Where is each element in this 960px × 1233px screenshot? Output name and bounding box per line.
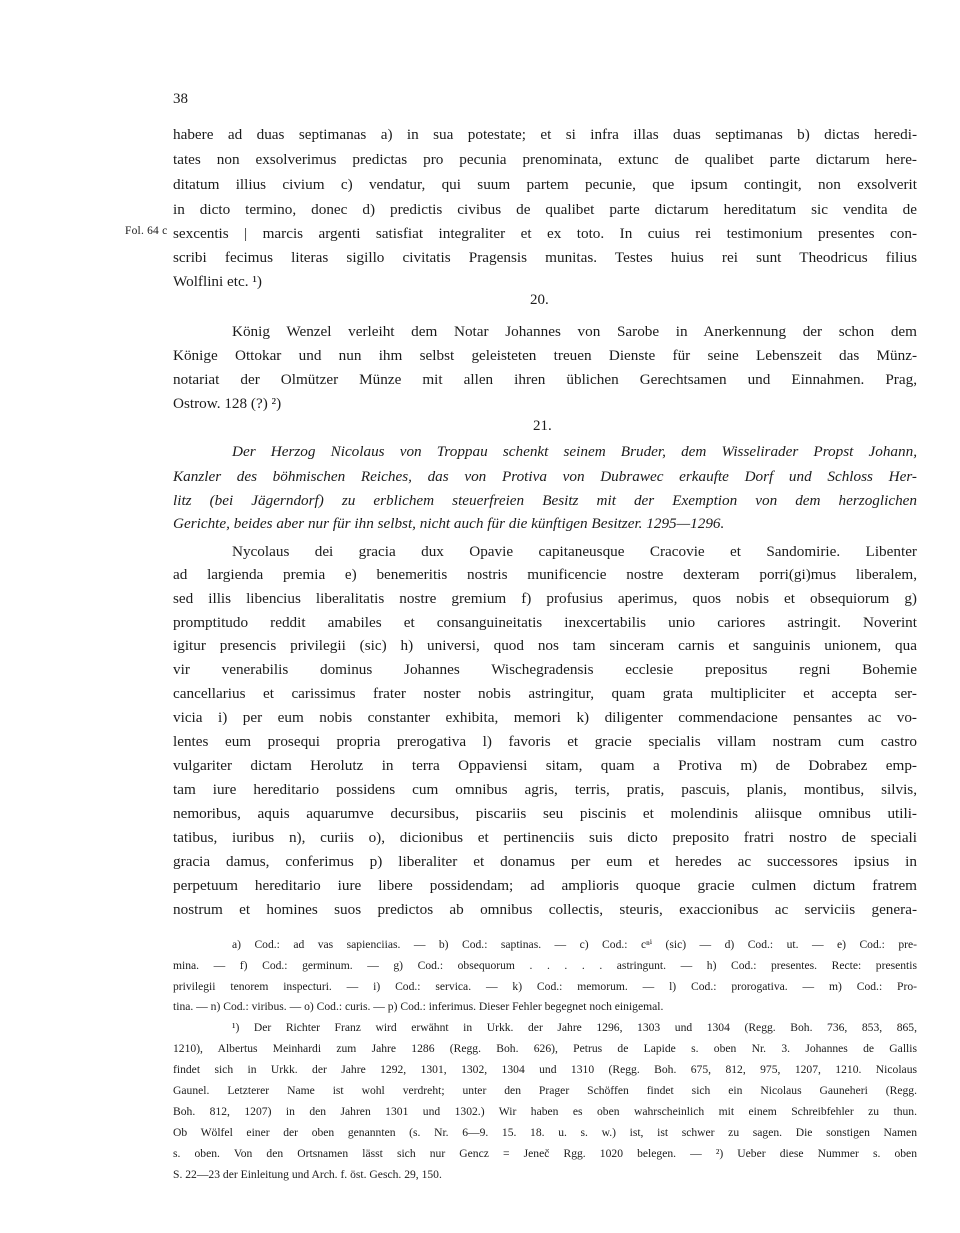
doc21-text-line: lentes eum prosequi propria prerogativa l) favoris et gracie specialis villam nostram cum castro xyxy=(173,733,917,750)
footnote-variant-line: tina. — n) Cod.: viribus. — o) Cod.: curis. — p) Cod.: inferimus. Dieser Fehler begegnet noch einigemal. xyxy=(173,1000,664,1013)
doc21-text-line: nemoribus, aquis aquarumve decursibus, piscariis seu piscinis et molendinis aliisque omnibus utili- xyxy=(173,805,917,822)
doc19-line: ditatum illius civium c) vendatur, qui suum partem pecunie, que ipsum contingit, non exsolverit xyxy=(173,176,917,193)
footnote-note-line: Gaunel. Letzterer Name ist wohl verdreht; unter den Prager Schöffen findet sich ein Nicolaus Gauneheri (Regg. xyxy=(173,1084,917,1097)
doc19-line: sexcentis | marcis argenti satisfiat integraliter et ex toto. In cuius rei testimonium presentes con- xyxy=(173,225,917,242)
doc20-regest-line: König Wenzel verleiht dem Notar Johannes von Sarobe in Anerkennung der schon dem xyxy=(232,323,917,340)
doc21-regest-line: Kanzler des böhmischen Reiches, das von Protiva von Dubrawec erkaufte Dorf und Schloss Her- xyxy=(173,468,917,485)
footnote-variant-line: mina. — f) Cod.: germinum. — g) Cod.: obsequorum . . . . . astringunt. — h) Cod.: presentes. Recte: presentis xyxy=(173,959,917,972)
doc21-text-line: tatibus, iuribus n), curiis o), dicionibus et pertinenciis suis dicto preposito fratri nostro de speciali xyxy=(173,829,917,846)
doc19-line: habere ad duas septimanas a) in sua potestate; et si infra illas duas septimanas b) dictas heredi- xyxy=(173,126,917,143)
doc19-line: tates non exsolverimus predictas pro pecunia prenominata, extunc de qualibet parte dictarum here- xyxy=(173,151,917,168)
footnote-note-line: ¹) Der Richter Franz wird erwähnt in Urkk. der Jahre 1296, 1303 und 1304 (Regg. Boh. 736, 853, 865, xyxy=(232,1021,917,1034)
footnote-note-line: Ob Wölfel einer der oben genannten (s. Nr. 6—9. 15. 18. u. s. w.) ist, ist schwer zu sagen. Die sonstigen Namen xyxy=(173,1126,917,1139)
footnote-note-line: Boh. 812, 1207) in den Jahren 1301 und 1302.) Wir haben es oben wahrscheinlich mit einem Schreibfehler zu thun. xyxy=(173,1105,917,1118)
doc21-text-line: cancellarius et carissimus frater noster nobis astringitur, quam grata multipliciter et accepta ser- xyxy=(173,685,917,702)
doc21-text-line: Nycolaus dei gracia dux Opavie capitaneusque Cracovie et Sandomirie. Libenter xyxy=(232,543,917,560)
doc20-regest-line: Könige Ottokar und nun ihm selbst geleisteten treuen Dienste für seine Lebenszeit das Münz- xyxy=(173,347,917,364)
doc21-text-line: ad largienda premia e) benemeritis nostris munificencie nostre dexteram porri(gi)mus liberalem, xyxy=(173,566,917,583)
doc21-regest-line: litz (bei Jägerndorf) zu erblichem steuerfreien Besitz mit der Exemption von dem herzoglichen xyxy=(173,492,917,509)
doc21-text-line: igitur presencis privilegii (sic) h) universi, quod nos tam sinceram carnis et sanguinis unionem, qua xyxy=(173,637,917,654)
doc21-text-line: perpetuum hereditario iure libere possidendam; ad amplioris quoque gracie culmen dictum fratrem xyxy=(173,877,917,894)
doc19-line: in dicto termino, donec d) predictis civibus de qualibet parte dictarum hereditatum sic vendita de xyxy=(173,201,917,218)
doc21-text-line: vicia i) per eum nobis constanter exhibita, memori k) diligenter commendacione pensantes ac vo- xyxy=(173,709,917,726)
doc21-regest-line: Gerichte, beides aber nur für ihn selbst, nicht auch für die künftigen Besitzer. 1295—1296. xyxy=(173,515,725,532)
doc21-text-line: promptitudo reddit amabiles et consanguineitatis inexcertabilis unio cariores astringit. Noverint xyxy=(173,614,917,631)
footnote-note-line: s. oben. Von den Ortsnamen lässt sich nur Gencz = Jeneč Rgg. 1020 belegen. — ²) Ueber diese Nummer s. oben xyxy=(173,1147,917,1160)
page-number: 38 xyxy=(173,91,188,107)
margin-folio-note: Fol. 64 c xyxy=(125,225,168,237)
footnote-note-line: S. 22—23 der Einleitung und Arch. f. öst. Gesch. 29, 150. xyxy=(173,1168,442,1181)
doc20-regest-line: notariat der Olmützer Münze mit allen ihren üblichen Gerechtsamen und Einnahmen. Prag, xyxy=(173,371,917,388)
doc20-regest-line: Ostrow. 128 (?) ²) xyxy=(173,395,282,412)
footnote-note-line: 1210), Albertus Meinhardi zum Jahre 1286 (Regg. Boh. 626), Petrus de Lapide s. oben Nr. 3. Johannes de Gallis xyxy=(173,1042,917,1055)
doc20-number: 20. xyxy=(530,292,549,308)
doc21-text-line: tam iure hereditario possidens cum omnibus agris, terris, pratis, pascuis, planis, montibus, silvis, xyxy=(173,781,917,798)
doc21-number: 21. xyxy=(533,418,552,434)
doc21-regest-line: Der Herzog Nicolaus von Troppau schenkt seinem Bruder, dem Wisselirader Propst Johann, xyxy=(232,443,917,460)
doc19-line: Wolflini etc. ¹) xyxy=(173,273,262,290)
doc21-text-line: vulgariter dictam Herolutz in terra Oppaviensi sitam, quam a Protiva m) de Dobrabez emp- xyxy=(173,757,917,774)
doc21-text-line: vir venerabilis dominus Johannes Wischegradensis ecclesie prepositus regni Bohemie xyxy=(173,661,917,678)
footnote-variant-line: a) Cod.: ad vas sapienciias. — b) Cod.: saptinas. — c) Cod.: cⁿⁱ (sic) — d) Cod.: ut. — e) Cod.: pre- xyxy=(232,938,917,951)
doc21-text-line: nostrum et homines suos predictos ab omnibus collectis, steuris, exaccionibus ac serviciis genera- xyxy=(173,901,917,918)
footnote-note-line: findet sich in Urkk. der Jahre 1292, 1301, 1302, 1304 und 1310 (Regg. Boh. 675, 812, 975, 1207, 1210. Nicolaus xyxy=(173,1063,917,1076)
doc21-text-line: gracia damus, conferimus p) liberaliter et donamus per eum et heredes ac successores ipsius in xyxy=(173,853,917,870)
doc19-line: scribi fecimus literas sigillo civitatis Pragensis munitas. Testes huius rei sunt Theodricus filius xyxy=(173,249,917,266)
doc21-text-line: sed illis libencius liberalitatis nostre gremium f) profusius aperimus, quos nobis et obsequiorum g) xyxy=(173,590,917,607)
footnote-variant-line: privilegii tenorem inspecturi. — i) Cod.: servica. — k) Cod.: memorum. — l) Cod.: prorogativa. — m) Cod.: Pro- xyxy=(173,980,917,993)
